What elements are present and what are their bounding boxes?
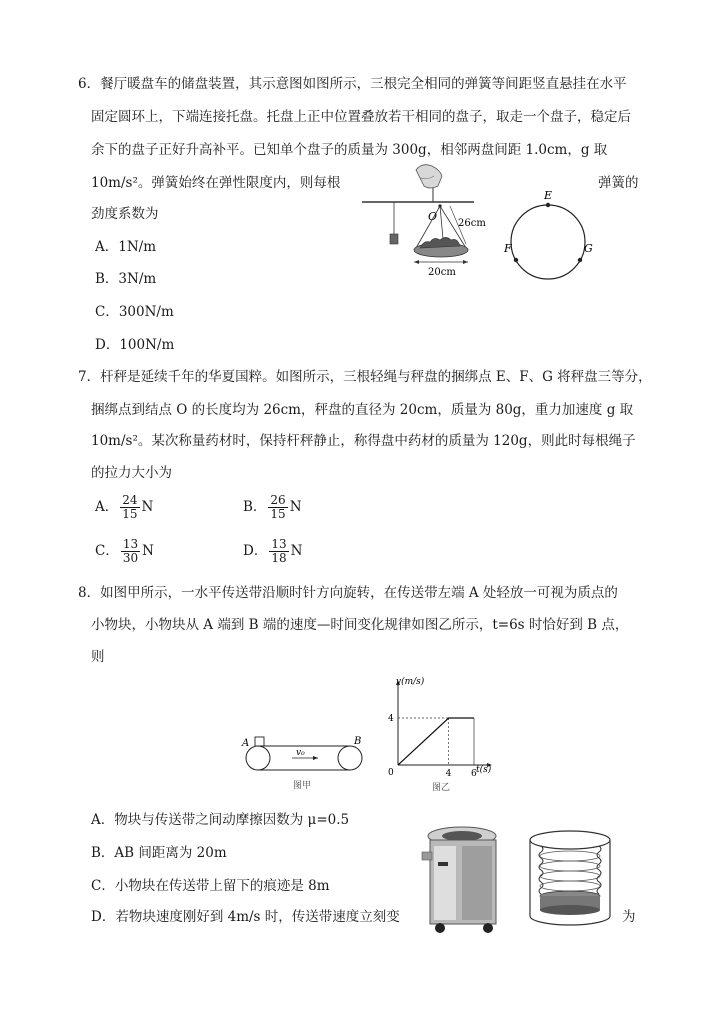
q7-option-d[interactable]: D． $\frac{13}{18}$ N [243, 537, 303, 565]
q8-option-b[interactable]: B．AB 间距离为 20m [91, 845, 227, 861]
q6-line5: 劲度系数为 [91, 206, 159, 222]
q6-option-a[interactable]: A．1N/m [95, 239, 157, 255]
q8-option-d-b: 为 [622, 909, 636, 925]
conveyor-figure [238, 730, 368, 792]
q8-option-c[interactable]: C．小物块在传送带上留下的痕迹是 8m [91, 878, 330, 894]
hand-icon [416, 165, 442, 188]
fig-label-g: G [584, 242, 593, 255]
belt-label-b: B [354, 736, 362, 747]
q8-line3: 则 [91, 649, 105, 665]
vt-graph [378, 672, 508, 794]
q7-option-a[interactable]: A． $\frac{24}{15}$ N [95, 493, 154, 521]
q6-line4a: 10m/s²。弹簧始终在弹性限度内，则每根 [91, 175, 341, 191]
q6-line2: 固定圆环上，下端连接托盘。托盘上正中位置叠放若干相同的盘子，取走一个盘子，稳定后 [91, 109, 631, 125]
fig-label-26cm: 26cm [458, 218, 486, 229]
block [255, 737, 264, 746]
q7-option-c[interactable]: C． $\frac{13}{30}$ N [95, 537, 154, 565]
y-tick-4: 4 [388, 714, 394, 724]
q8-option-a[interactable]: A．物块与传送带之间动摩擦因数为 μ=0.5 [91, 812, 350, 828]
fig-label-o: O [428, 210, 438, 223]
q6-option-b[interactable]: B．3N/m [95, 271, 157, 287]
q6-line3: 余下的盘子正好升高补平。已知单个盘子的质量为 300g，相邻两盘间距 1.0cm，g 取 [91, 142, 608, 158]
q7-option-b[interactable]: B． $\frac{26}{15}$ N [243, 493, 302, 521]
q8-line1: 8．如图甲所示，一水平传送带沿顺时针方向旋转，在传送带左端 A 处轻放一可视为质点的 [78, 585, 618, 601]
graph-caption: 图乙 [432, 783, 451, 793]
pan-circle [511, 205, 585, 279]
q6-line4b: 弹簧的 [598, 175, 639, 191]
steelyard-figure [358, 162, 598, 282]
q8-option-d-a[interactable]: D．若物块速度刚好到 4m/s 时，传送带速度立刻变 [91, 909, 400, 925]
series-line-v [398, 718, 474, 765]
q7-line3: 10m/s²。某次称量药材时，保持杆秤静止，称得盘中药材的质量为 120g，则此时每根绳子 [91, 433, 636, 449]
warming-cart-image [410, 822, 516, 934]
fig-label-e: E [544, 189, 553, 202]
belt-caption: 图甲 [293, 781, 312, 791]
x-axis-label: t(s) [476, 765, 492, 775]
belt-label-v0: v₀ [296, 748, 305, 758]
q6-option-c[interactable]: C．300N/m [95, 304, 174, 320]
origin-label: 0 [388, 768, 394, 778]
belt-label-a: A [242, 738, 250, 749]
fig-label-20cm: 20cm [428, 267, 456, 278]
q7-line1: 7．杆秤是延续千年的华夏国粹。如图所示，三根轻绳与秤盘的捆绑点 E、F、G 将秤盘三等分， [78, 369, 652, 385]
storage-structure-image [519, 826, 621, 932]
q6-line1: 6．餐厅暖盘车的储盘装置，其示意图如图所示，三根完全相同的弹簧等间距竖直悬挂在水平 [78, 76, 627, 92]
x-tick-6: 6 [471, 769, 477, 779]
q8-line2: 小物块，小物块从 A 端到 B 端的速度—时间变化规律如图乙所示，t=6s 时恰好到 B 点， [91, 617, 629, 633]
x-tick-4: 4 [445, 769, 452, 779]
q7-line4: 的拉力大小为 [91, 465, 172, 481]
q7-line2: 捆绑点到结点 O 的长度均为 26cm，秤盘的直径为 20cm，质量为 80g，重力加速度 g 取 [91, 402, 634, 418]
fig-label-f: F [504, 242, 512, 255]
y-axis-label: v(m/s) [396, 677, 425, 687]
q6-option-d[interactable]: D．100N/m [95, 337, 175, 353]
